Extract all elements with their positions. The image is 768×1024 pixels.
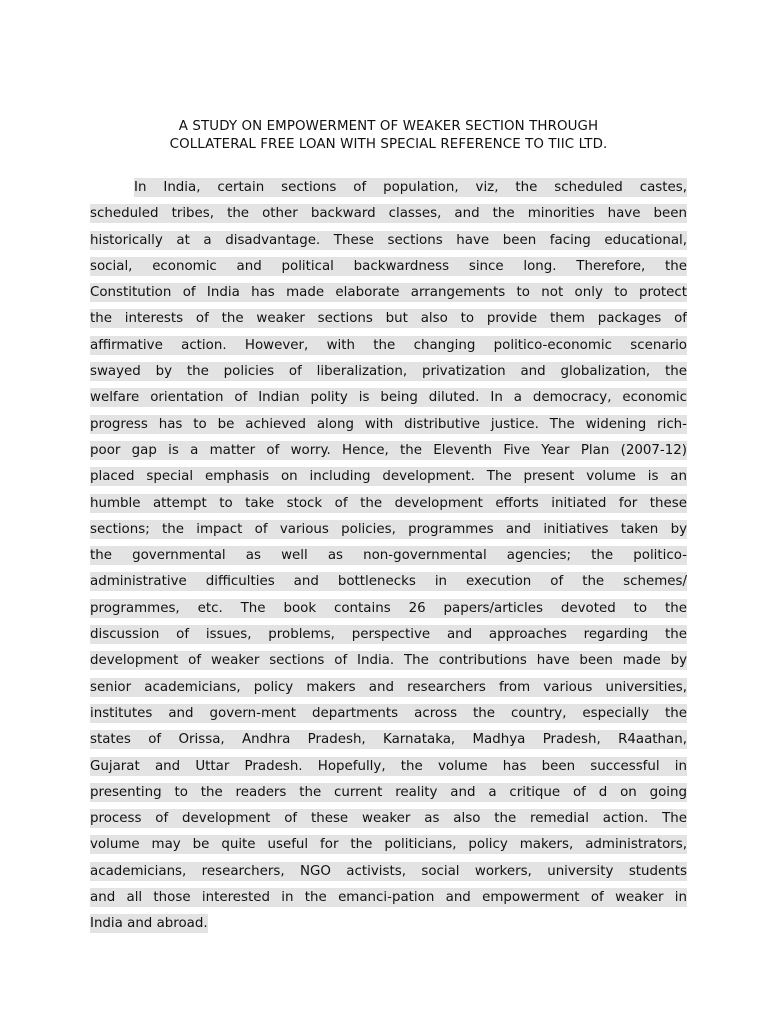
paragraph-line: welfare orientation of Indian polity is being diluted. In a democracy, economic xyxy=(90,390,687,406)
paragraph-line: Gujarat and Uttar Pradesh. Hopefully, the volume has been successful in xyxy=(90,758,687,774)
paragraph-line: In India, certain sections of population, viz, the scheduled castes, xyxy=(134,180,687,195)
paragraph-line: Constitution of India has made elaborate arrangements to not only to protect xyxy=(90,285,687,301)
paragraph-line: institutes and govern-ment departments across the country, especially the xyxy=(90,705,687,721)
paragraph-line: volume may be quite useful for the politicians, policy makers, administrators, xyxy=(90,837,687,853)
paragraph-line: discussion of issues, problems, perspective and approaches regarding the xyxy=(90,627,687,643)
paragraph-line: sections; the impact of various policies, programmes and initiatives taken by xyxy=(90,521,687,537)
paragraph-line: progress has to be achieved along with distributive justice. The widening rich- xyxy=(90,416,687,432)
paragraph-line: presenting to the readers the current reality and a critique of d on going xyxy=(90,784,687,800)
paragraph-line: humble attempt to take stock of the development efforts initiated for these xyxy=(90,495,687,511)
body-paragraph xyxy=(90,175,687,938)
paragraph-line: affirmative action. However, with the changing politico-economic scenario xyxy=(90,337,687,353)
title-line-2: COLLATERAL FREE LOAN WITH SPECIAL REFERENCE TO TIIC LTD. xyxy=(169,137,608,152)
paragraph-line: and all those interested in the emanci-pation and empowerment of weaker in xyxy=(90,890,687,906)
paragraph-line: India and abroad. xyxy=(90,916,208,932)
paragraph-line: social, economic and political backwardness since long. Therefore, the xyxy=(90,258,687,274)
paragraph-line: senior academicians, policy makers and researchers from various universities, xyxy=(90,679,687,695)
paragraph-line: poor gap is a matter of worry. Hence, the Eleventh Five Year Plan (2007-12) xyxy=(90,442,687,458)
document-title xyxy=(90,118,687,154)
paragraph-line: programmes, etc. The book contains 26 papers/articles devoted to the xyxy=(90,600,687,616)
title-line-1: A STUDY ON EMPOWERMENT OF WEAKER SECTION THROUGH xyxy=(178,119,599,134)
paragraph-line: historically at a disadvantage. These sections have been facing educational, xyxy=(90,232,687,248)
paragraph-line: placed special emphasis on including development. The present volume is an xyxy=(90,469,687,485)
paragraph-line: development of weaker sections of India. The contributions have been made by xyxy=(90,653,687,669)
paragraph-line: administrative difficulties and bottlenecks in execution of the schemes/ xyxy=(90,574,687,590)
paragraph-line: process of development of these weaker as also the remedial action. The xyxy=(90,811,687,827)
paragraph-line: the interests of the weaker sections but also to provide them packages of xyxy=(90,311,687,327)
paragraph-line: scheduled tribes, the other backward classes, and the minorities have been xyxy=(90,206,687,222)
paragraph-line: states of Orissa, Andhra Pradesh, Karnataka, Madhya Pradesh, R4aathan, xyxy=(90,732,687,748)
paragraph-line: academicians, researchers, NGO activists, social workers, university students xyxy=(90,863,687,879)
paragraph-line: swayed by the policies of liberalization, privatization and globalization, the xyxy=(90,364,687,380)
paragraph-line: the governmental as well as non-governmental agencies; the politico- xyxy=(90,548,687,564)
